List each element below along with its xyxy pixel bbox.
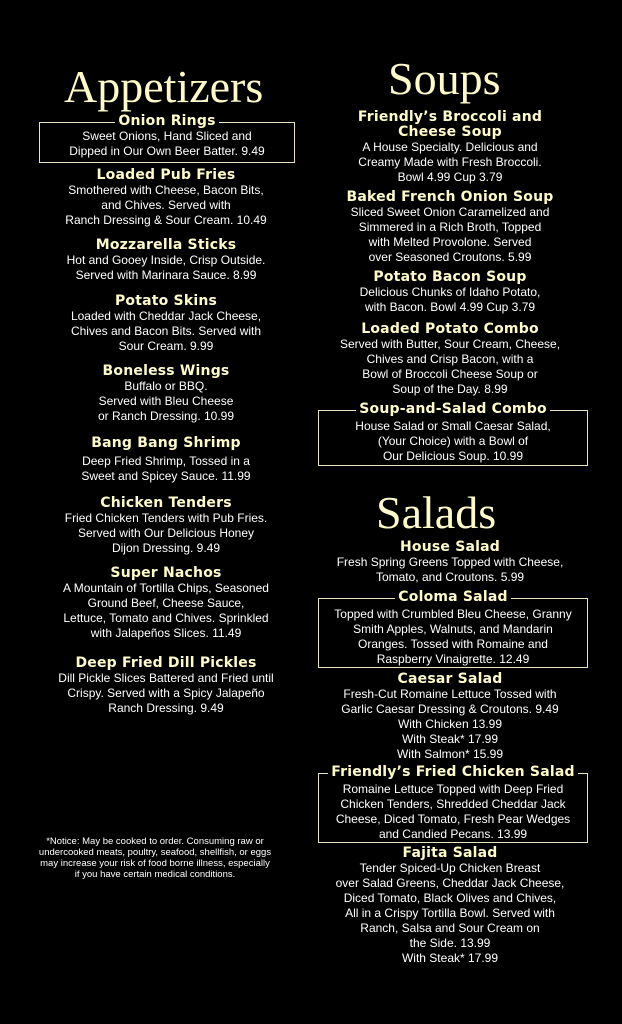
menu-item-loaded-potato-combo xyxy=(316,322,584,397)
item-name: Loaded Pub Fries xyxy=(96,167,236,183)
item-name: Chicken Tenders xyxy=(100,495,232,511)
menu-item-onion-rings xyxy=(39,113,295,163)
item-description: Smothered with Cheese, Bacon Bits, and Chives. Served with Ranch Dressing & Sour Cream. 10.49 xyxy=(65,183,267,227)
menu-item-boneless-wings xyxy=(18,364,314,424)
item-description: Dill Pickle Slices Battered and Fried until Crispy. Served with a Spicy Jalapeño Ranch Dressing. 9.49 xyxy=(58,671,274,715)
item-name: Potato Bacon Soup xyxy=(373,269,527,285)
item-description: Loaded with Cheddar Jack Cheese, Chives and Bacon Bits. Served with Sour Cream. 9.99 xyxy=(70,309,262,353)
menu-item-house-salad xyxy=(316,540,584,585)
item-description: Fresh Spring Greens Topped with Cheese, Tomato, and Croutons. 5.99 xyxy=(336,555,564,584)
menu-item-fried-chicken-salad xyxy=(318,764,588,843)
item-description: Topped with Crumbled Bleu Cheese, Granny Smith Apples, Walnuts, and Mandarin Oranges. Tossed with Romaine and Raspberry Vinaigrette. 12.49 xyxy=(334,607,572,666)
item-name: Friendly’s Broccoli and Cheese Soup xyxy=(357,109,543,140)
item-name: Fajita Salad xyxy=(402,845,498,861)
item-name: Loaded Potato Combo xyxy=(361,321,539,337)
menu-item-potato-bacon-soup xyxy=(316,270,584,315)
item-name: Bang Bang Shrimp xyxy=(91,435,241,451)
item-name: Onion Rings xyxy=(115,113,218,129)
item-description: Tender Spiced-Up Chicken Breast over Salad Greens, Cheddar Jack Cheese, Diced Tomato, Black Olives and Chives, All in a Crispy Tortilla Bowl. Served with Ranch, Salsa and Sour Cream on the Side. 13.99 With Steak* 17.99 xyxy=(335,861,565,965)
menu-item-deep-fried-dill-pickles xyxy=(18,656,314,716)
item-description: Fried Chicken Tenders with Pub Fries. Served with Our Delicious Honey Dijon Dressing. 9.49 xyxy=(64,511,268,555)
item-name: Baked French Onion Soup xyxy=(346,189,554,205)
menu-item-french-onion-soup xyxy=(316,190,584,265)
item-description: Delicious Chunks of Idaho Potato, with Bacon. Bowl 4.99 Cup 3.79 xyxy=(359,285,541,314)
menu-item-chicken-tenders xyxy=(18,496,314,556)
menu-item-coloma-salad xyxy=(318,589,588,668)
item-description: Sliced Sweet Onion Caramelized and Simmered in a Rich Broth, Topped with Melted Provolone. Served over Seasoned Croutons. 5.99 xyxy=(350,205,550,264)
item-name: Caesar Salad xyxy=(397,671,503,687)
item-description: A House Specialty. Delicious and Creamy Made with Fresh Broccoli. Bowl 4.99 Cup 3.79 xyxy=(358,140,542,184)
menu-item-broccoli-cheese-soup xyxy=(316,110,584,185)
menu-item-soup-and-salad-combo xyxy=(318,401,588,466)
item-description: House Salad or Small Caesar Salad, (Your Choice) with a Bowl of Our Delicious Soup. 10.99 xyxy=(355,419,551,463)
item-name: Super Nachos xyxy=(110,565,222,581)
menu-item-potato-skins xyxy=(18,294,314,354)
menu-item-mozzarella-sticks xyxy=(18,238,314,283)
item-description: Sweet Onions, Hand Sliced and Dipped in Our Own Beer Batter. 9.49 xyxy=(69,129,265,158)
item-name: Mozzarella Sticks xyxy=(95,237,237,253)
menu-item-caesar-salad xyxy=(316,672,584,762)
item-name: Boneless Wings xyxy=(102,363,230,379)
soups-title: Soups xyxy=(388,53,501,104)
food-safety-notice: *Notice: May be cooked to order. Consuming raw or undercooked meats, poultry, seafood, shellfish, or eggs may increase your risk of food borne illness, especially if you have certain medical conditions. xyxy=(38,836,272,880)
item-description: A Mountain of Tortilla Chips, Seasoned Ground Beef, Cheese Sauce, Lettuce, Tomato and Chives. Sprinkled with Jalapeños Slices. 11.49 xyxy=(63,581,269,640)
item-description: Served with Butter, Sour Cream, Cheese, Chives and Crisp Bacon, with a Bowl of Broccoli Cheese Soup or Soup of the Day. 8.99 xyxy=(339,337,561,396)
item-name: Soup-and-Salad Combo xyxy=(356,401,550,417)
item-name: House Salad xyxy=(399,539,500,555)
item-description: Buffalo or BBQ. Served with Bleu Cheese or Ranch Dressing. 10.99 xyxy=(97,379,235,423)
menu-item-loaded-pub-fries xyxy=(18,168,314,228)
menu-item-super-nachos xyxy=(18,566,314,641)
item-name: Potato Skins xyxy=(114,293,218,309)
appetizers-title: Appetizers xyxy=(64,61,264,112)
menu-item-fajita-salad xyxy=(316,846,584,966)
item-description: Deep Fried Shrimp, Tossed in a Sweet and Spicey Sauce. 11.99 xyxy=(81,454,251,483)
menu-item-bang-bang-shrimp xyxy=(18,436,314,484)
item-description: Hot and Gooey Inside, Crisp Outside. Served with Marinara Sauce. 8.99 xyxy=(66,253,266,282)
salads-title: Salads xyxy=(376,487,497,538)
item-name: Coloma Salad xyxy=(395,589,510,605)
item-description: Romaine Lettuce Topped with Deep Fried Chicken Tenders, Shredded Cheddar Jack Cheese, Diced Tomato, Fresh Pear Wedges and Candied Pecans. 13.99 xyxy=(335,782,571,841)
item-name: Deep Fried Dill Pickles xyxy=(75,655,257,671)
item-name: Friendly’s Fried Chicken Salad xyxy=(328,764,577,780)
item-description: Fresh-Cut Romaine Lettuce Tossed with Garlic Caesar Dressing & Croutons. 9.49 With Chicken 13.99 With Steak* 17.99 With Salmon* 15.99 xyxy=(341,687,559,761)
